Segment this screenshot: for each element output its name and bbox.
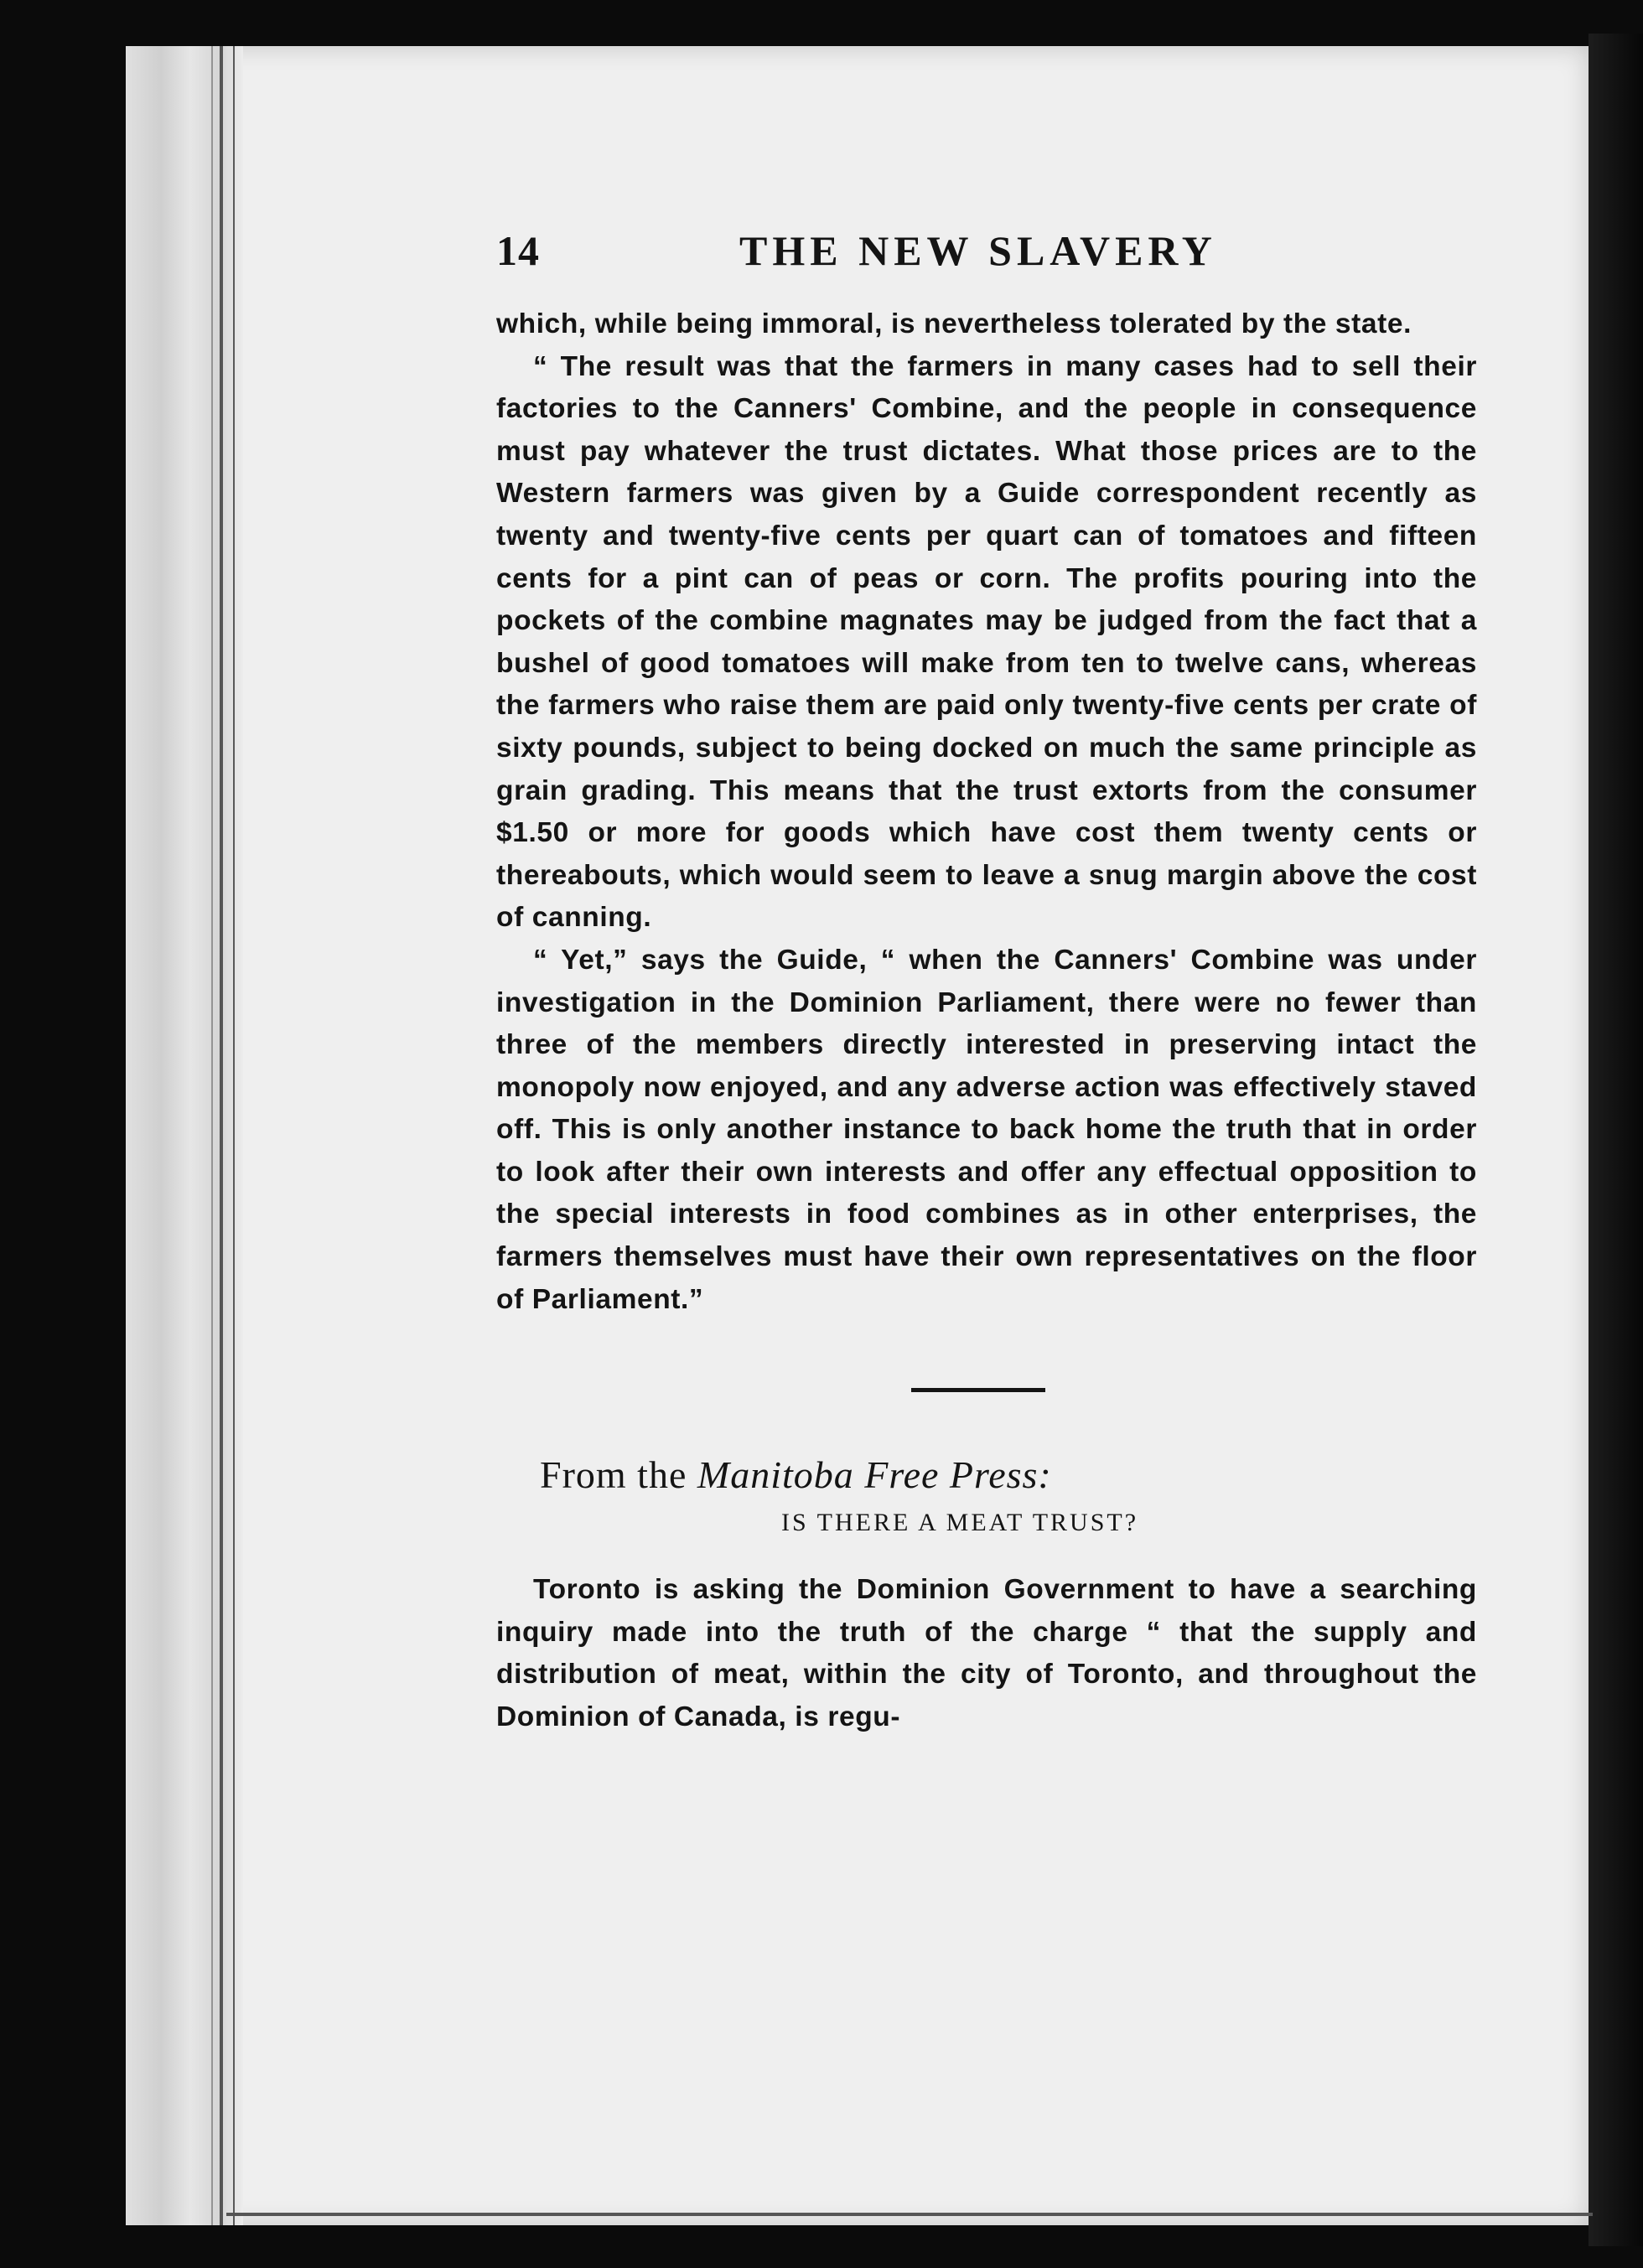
- binding-line: [211, 46, 213, 2225]
- page-number: 14: [496, 227, 540, 274]
- paragraph-continuation: which, while being immoral, is nevertheless tolerated by the state.: [496, 308, 1412, 339]
- running-title: THE NEW SLAVERY: [739, 227, 1217, 274]
- source-attribution: [540, 1452, 1477, 1497]
- paragraph-guide-quote: “ Yet,” says the Guide, “ when the Canners' Combine was under investigation in the Dominion Parliament, there were no fewer than three of the members directly interested in preserving intact the monopoly now enjoyed, and any adverse action was effectively staved off. This is only another instance to back home the truth that in order to look after their own interests and offer any effectual opposition to the special interests in food combines as in other enterprises, the farmers themselves must have their own representatives on the floor of Parliament.”: [496, 944, 1477, 1315]
- source-prefix: From the: [540, 1453, 687, 1497]
- binding-edge: [126, 46, 243, 2225]
- bottom-page-edge: [226, 2213, 1593, 2216]
- paragraph-canners-combine: “ The result was that the farmers in many cases had to sell their factories to the Canners' Combine, and the people in consequence must pay whatever the trust dictates. What those prices are to the Western farmers was given by a Guide correspondent recently as twenty and twenty-five cents per quart can of tomatoes and fifteen cents for a pint can of peas or corn. The profits pouring into the pockets of the combine magnates may be judged from the fact that a bushel of good tomatoes will make from ten to twelve cans, whereas the farmers who raise them are paid only twenty-five cents per crate of sixty pounds, subject to being docked on much the same principle as grain grading. This means that the trust extorts from the consumer $1.50 or more for goods which have cost them twenty cents or thereabouts, which would seem to leave a snug margin above the cost of canning.: [496, 350, 1477, 934]
- source-paper: Manitoba Free Press:: [697, 1453, 1052, 1497]
- right-page-edge: [1589, 34, 1643, 2246]
- section-subhead: IS THERE A MEAT TRUST?: [781, 1509, 1139, 1537]
- section-divider: [911, 1388, 1045, 1392]
- page-content: [496, 226, 1477, 1739]
- binding-line: [220, 46, 223, 2225]
- paragraph-toronto: Toronto is asking the Dominion Government to have a searching inquiry made into the truth of the charge “ that the supply and distribution of meat, within the city of Toronto, and throughout the Dominion of Canada, is regu-: [496, 1574, 1477, 1733]
- binding-line: [233, 46, 235, 2225]
- running-head: [496, 226, 1477, 277]
